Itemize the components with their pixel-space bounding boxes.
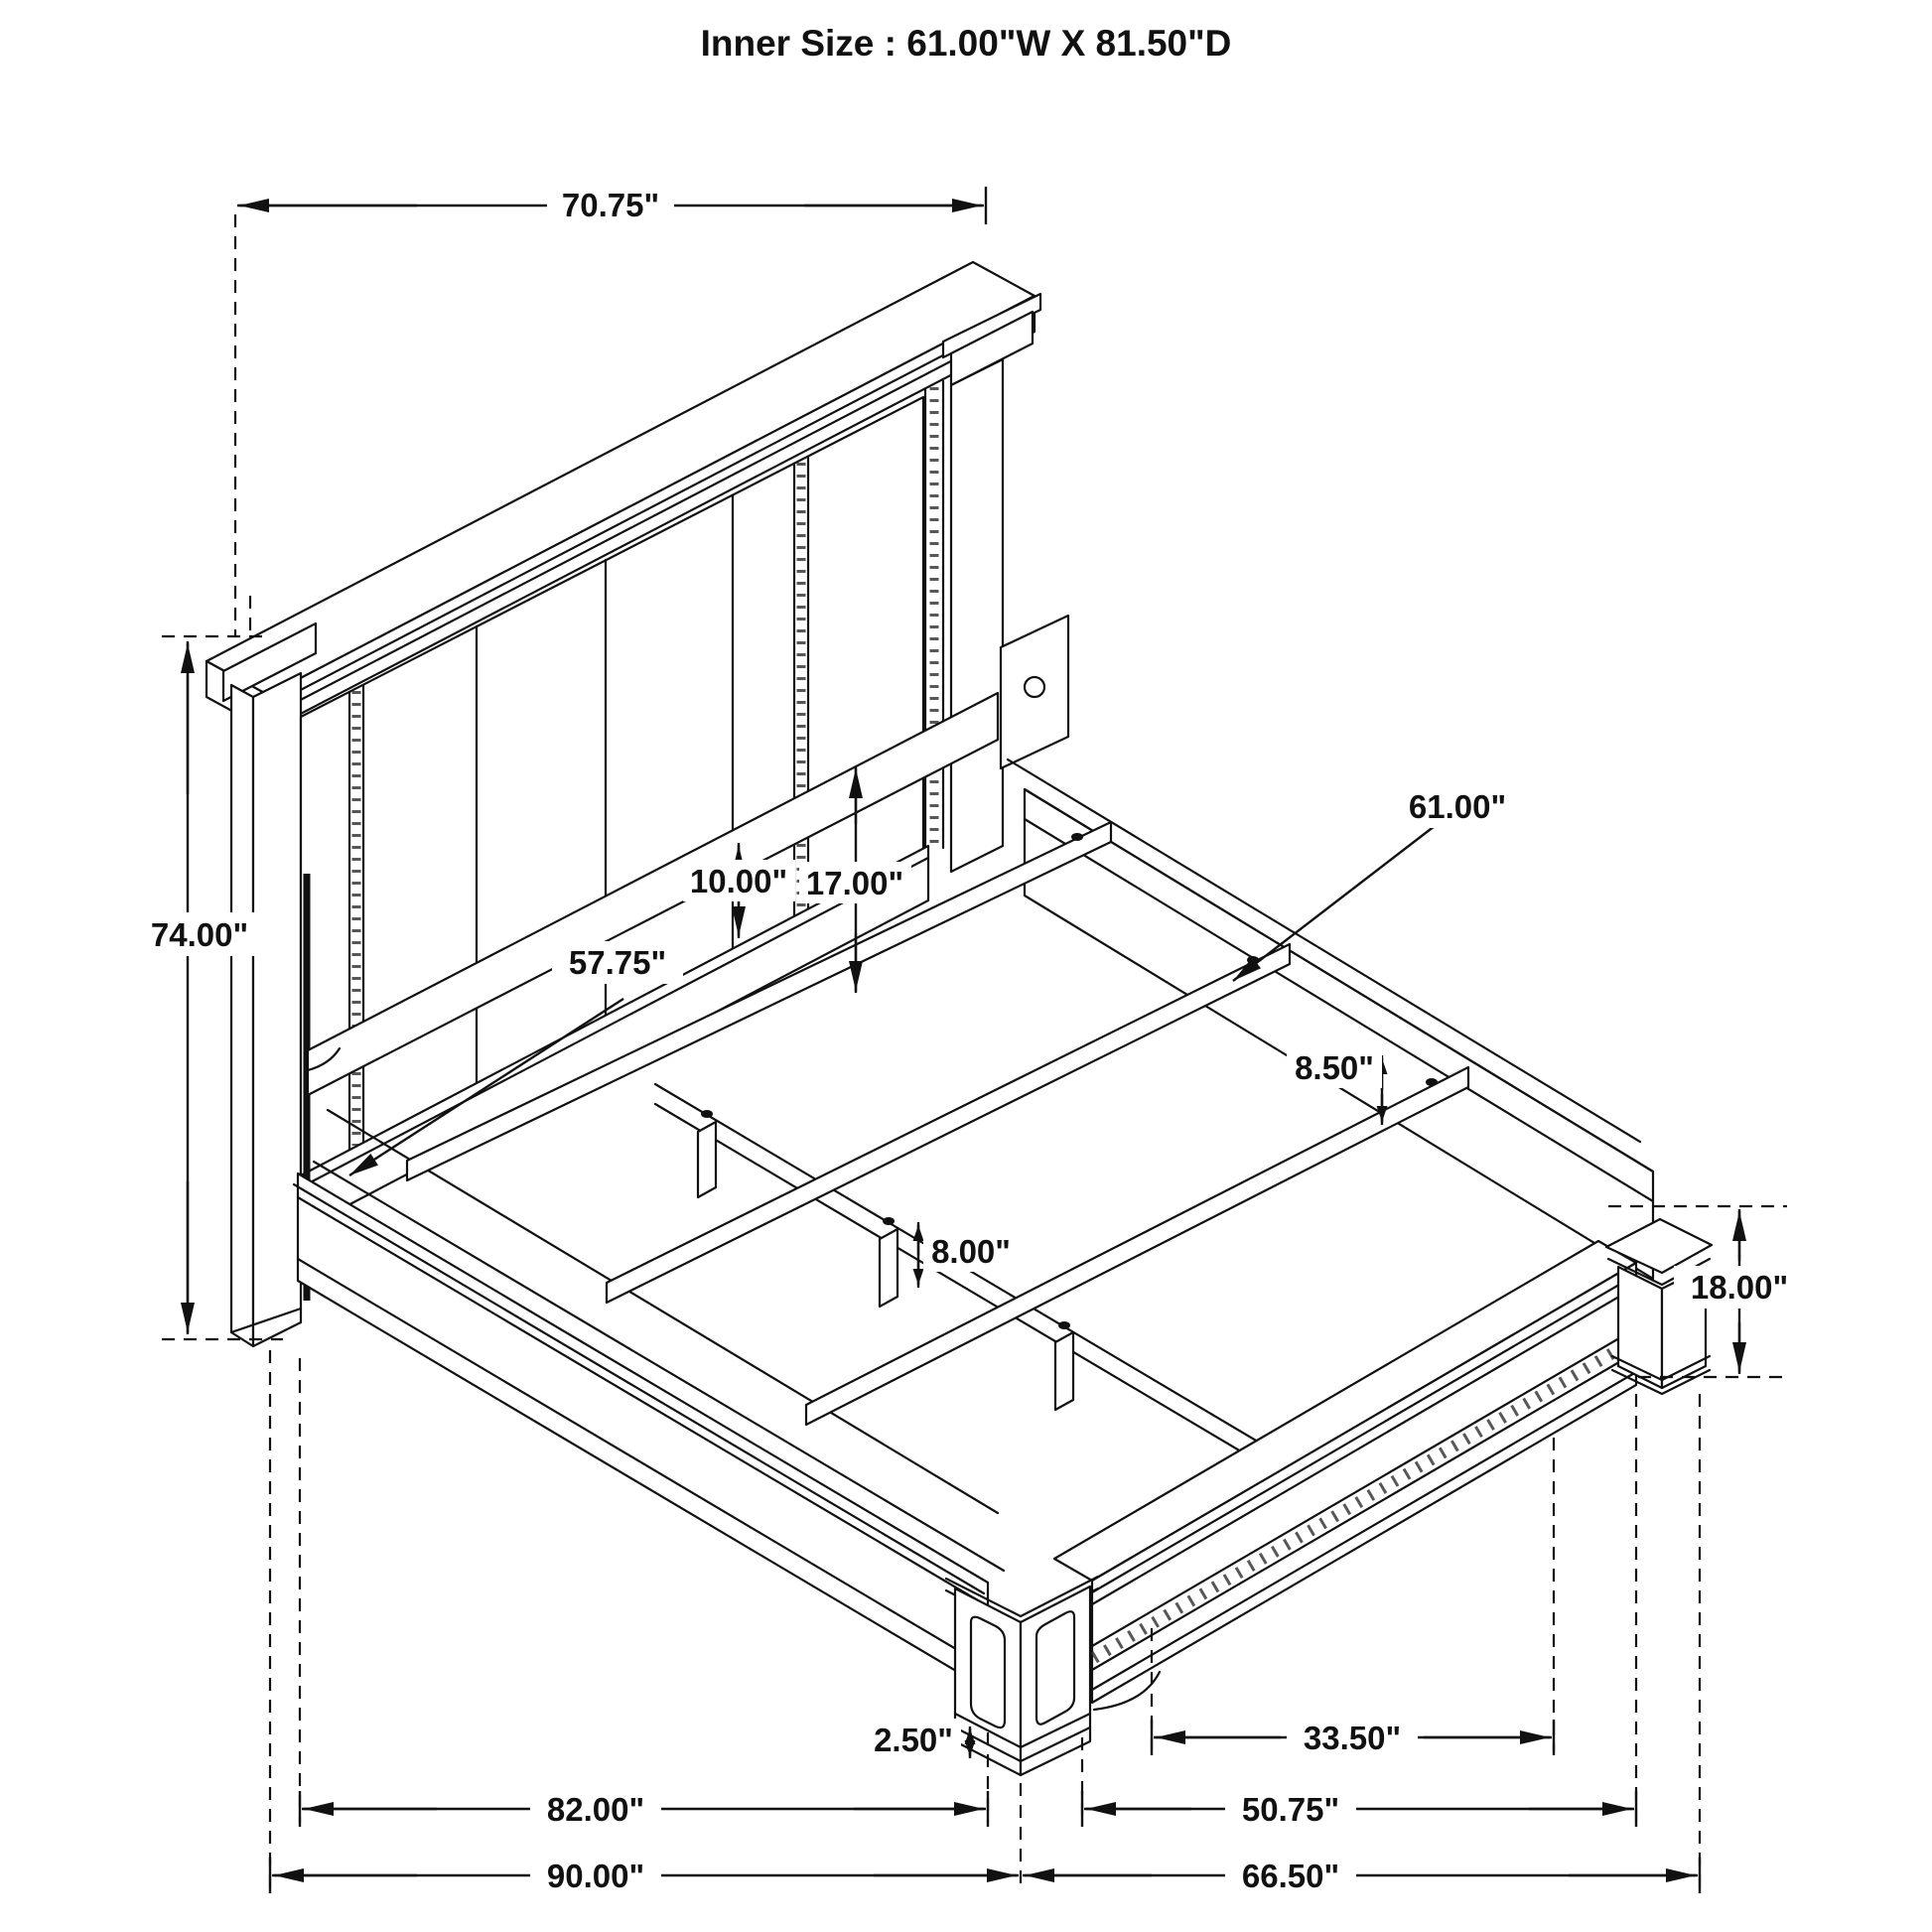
dim-footboard-height-label: 18.00" bbox=[1690, 1269, 1789, 1306]
support-leg-3 bbox=[1055, 1332, 1073, 1410]
dim-width-top-label: 70.75" bbox=[561, 187, 660, 223]
dim-panel-gap-label: 10.00" bbox=[689, 863, 788, 899]
dim-foot-height-label: 2.50" bbox=[874, 1722, 953, 1758]
dim-headboard-height-label: 74.00" bbox=[150, 916, 249, 953]
dim-slat-length-label: 61.00" bbox=[1408, 788, 1507, 825]
support-leg-2 bbox=[880, 1229, 897, 1307]
dim-overall-length-label: 90.00" bbox=[546, 1858, 645, 1894]
dim-footboard-front-span-label: 33.50" bbox=[1303, 1720, 1402, 1756]
dim-overall-width-foot-label: 66.50" bbox=[1241, 1858, 1340, 1894]
dim-rail-to-slat-label: 17.00" bbox=[805, 865, 904, 901]
support-leg-1 bbox=[698, 1122, 716, 1197]
dim-footboard-right-span-label: 50.75" bbox=[1241, 1791, 1340, 1828]
dim-headboard-rail-length-label: 57.75" bbox=[568, 944, 667, 981]
dim-side-rail-height-label: 8.50" bbox=[1295, 1049, 1374, 1086]
dim-support-leg-height-label: 8.00" bbox=[931, 1233, 1011, 1270]
footboard bbox=[946, 1219, 1712, 1775]
headboard bbox=[207, 262, 1040, 1346]
dim-frame-length-label: 82.00" bbox=[546, 1791, 645, 1828]
page-title: Inner Size : 61.00"W X 81.50"D bbox=[700, 23, 1232, 64]
